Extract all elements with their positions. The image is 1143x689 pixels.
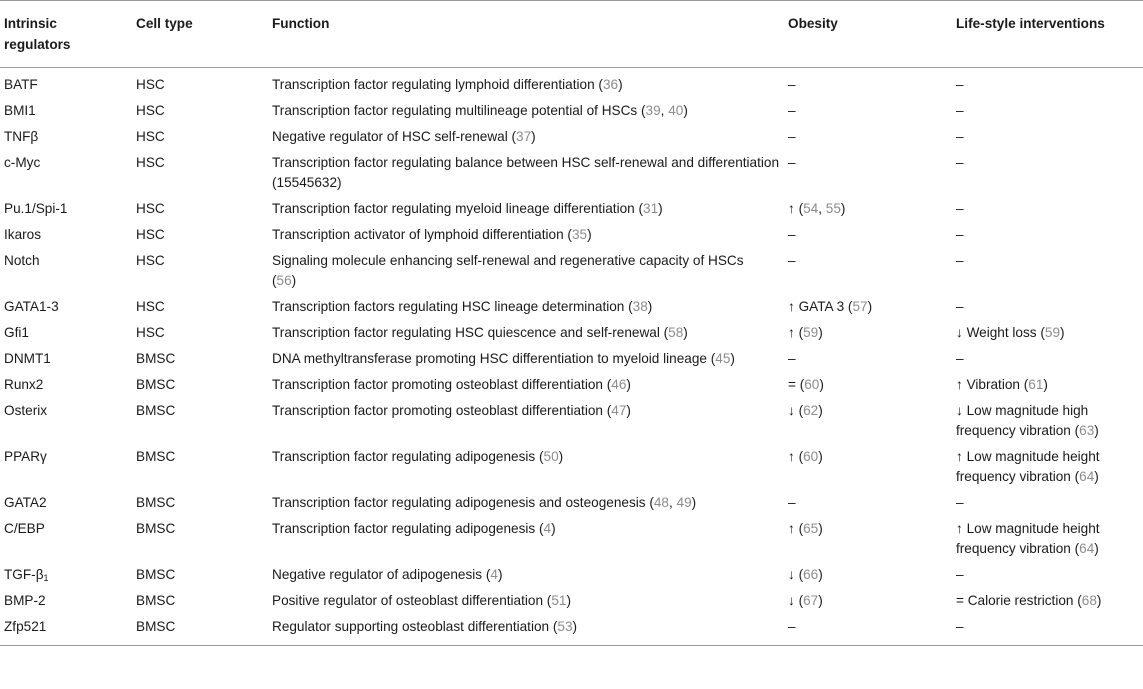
reference-link[interactable]: 4 [490, 567, 498, 582]
cell-text: ) [1094, 541, 1099, 556]
cell-text: – [788, 103, 796, 118]
regulator-name: BMP-2 [4, 593, 46, 608]
function-cell [268, 346, 784, 372]
regulator-name: C/EBP [4, 521, 45, 536]
function-cell [268, 294, 784, 320]
regulator-name: Pu.1/Spi-1 [4, 201, 68, 216]
table-row [0, 98, 1143, 124]
cell-text: ↑ ( [788, 449, 804, 464]
cell-text: ) [730, 351, 735, 366]
regulator-cell [0, 346, 132, 372]
regulator-name: BMI1 [4, 103, 36, 118]
lifestyle-cell [952, 222, 1143, 248]
cell-text: Transcription factor regulating balance between HSC self-renewal and differentiation (15545632) [272, 155, 780, 190]
lifestyle-cell [952, 248, 1143, 294]
lifestyle-cell [952, 444, 1143, 490]
cell-text: – [788, 495, 796, 510]
cell-text: Regulator supporting osteoblast differentiation ( [272, 619, 558, 634]
cell-text: ) [683, 325, 688, 340]
cell-text: – [956, 155, 964, 170]
cell-text: Transcription activator of lymphoid differentiation ( [272, 227, 572, 242]
cell-text: Transcription factor promoting osteoblast differentiation ( [272, 403, 612, 418]
reference-link[interactable]: 45 [715, 351, 731, 366]
regulator-subscript: 1 [43, 573, 49, 583]
regulator-cell [0, 196, 132, 222]
lifestyle-cell [952, 68, 1143, 99]
cell-text: ) [1094, 423, 1099, 438]
cell-type-cell: BMSC [132, 614, 268, 646]
table-body [0, 68, 1143, 646]
regulator-name: PPARγ [4, 449, 47, 464]
cell-type-cell: HSC [136, 77, 165, 92]
reference-link[interactable]: 51 [551, 593, 567, 608]
obesity-cell [784, 516, 952, 562]
cell-text: ↓ ( [788, 403, 804, 418]
obesity-cell [784, 68, 952, 99]
lifestyle-cell [952, 150, 1143, 196]
regulator-name: GATA1-3 [4, 299, 59, 314]
cell-text: ) [867, 299, 873, 314]
table-row [0, 372, 1143, 398]
function-cell [268, 398, 784, 444]
reference-link[interactable]: 47 [611, 403, 627, 418]
function-cell [268, 150, 784, 196]
lifestyle-cell [952, 614, 1143, 646]
function-cell [268, 444, 784, 490]
cell-text: ) [1043, 377, 1048, 392]
obesity-cell [784, 294, 952, 320]
regulator-cell [0, 320, 132, 346]
cell-text: Transcription factors regulating HSC lineage determination ( [272, 299, 633, 314]
reference-link[interactable]: 50 [543, 449, 559, 464]
table-header [0, 1, 1143, 68]
cell-text: ) [818, 403, 823, 418]
function-cell [268, 516, 784, 562]
reference-link[interactable]: 58 [668, 325, 684, 340]
reference-link[interactable]: 38 [632, 299, 648, 314]
cell-text: ↑ Low magnitude height frequency vibration ( [956, 521, 1100, 556]
table-row [0, 248, 1143, 294]
regulator-cell [0, 614, 132, 646]
cell-text: Transcription factor regulating myeloid lineage differentiation ( [272, 201, 644, 216]
lifestyle-cell [952, 490, 1143, 516]
regulator-name: BATF [4, 77, 38, 92]
cell-text: – [956, 201, 964, 216]
cell-text: ↑ ( [788, 325, 804, 340]
obesity-cell [784, 222, 952, 248]
cell-text: ) [1060, 325, 1065, 340]
cell-text: – [788, 155, 796, 170]
table-row [0, 320, 1143, 346]
reference-link[interactable]: 68 [1081, 593, 1097, 608]
regulator-cell [0, 562, 132, 588]
reference-link[interactable]: 63 [1079, 423, 1095, 438]
function-cell [268, 372, 784, 398]
lifestyle-cell [952, 320, 1143, 346]
function-cell [268, 248, 784, 294]
cell-text: – [956, 129, 964, 144]
cell-text: ) [683, 103, 688, 118]
table-row [0, 444, 1143, 490]
reference-link[interactable]: 57 [852, 299, 868, 314]
reference-link[interactable]: 60 [804, 377, 820, 392]
table-row [0, 124, 1143, 150]
cell-text: – [956, 567, 964, 582]
cell-text: Transcription factor regulating adipogenesis and osteogenesis ( [272, 495, 654, 510]
cell-text: – [788, 619, 796, 634]
cell-text: – [956, 619, 964, 634]
table-row [0, 150, 1143, 196]
cell-text: ) [572, 619, 578, 634]
function-cell [268, 588, 784, 614]
cell-text: ) [291, 273, 297, 288]
reference-link[interactable]: 46 [611, 377, 627, 392]
cell-text: ) [497, 567, 503, 582]
cell-text: ↓ ( [788, 567, 804, 582]
cell-text: , [660, 103, 669, 118]
cell-text: ↑ ( [788, 201, 804, 216]
cell-text: Transcription factor regulating multilineage potential of HSCs ( [272, 103, 646, 118]
reference-link[interactable]: 64 [1079, 541, 1095, 556]
cell-text: – [788, 129, 796, 144]
lifestyle-cell [952, 196, 1143, 222]
cell-text: Transcription factor regulating adipogenesis ( [272, 449, 544, 464]
lifestyle-cell [952, 124, 1143, 150]
obesity-cell [784, 124, 952, 150]
function-cell [268, 320, 784, 346]
regulator-cell [0, 222, 132, 248]
cell-text: Transcription factor regulating lymphoid differentiation ( [272, 77, 603, 92]
reference-link[interactable]: 31 [643, 201, 659, 216]
cell-text: Transcription factor regulating HSC quiescence and self-renewal ( [272, 325, 669, 340]
reference-link[interactable]: 66 [803, 567, 819, 582]
cell-text: ) [658, 201, 663, 216]
regulator-name: Runx2 [4, 377, 44, 392]
cell-type-cell: BMSC [136, 351, 176, 366]
reference-link[interactable]: 56 [276, 273, 292, 288]
regulator-name: Notch [4, 253, 40, 268]
cell-text: ) [818, 325, 823, 340]
cell-text: Transcription factor promoting osteoblast differentiation ( [272, 377, 612, 392]
cell-text: ↑ Low magnitude height frequency vibration ( [956, 449, 1100, 484]
cell-text: ↓ Low magnitude high frequency vibration ( [956, 403, 1089, 438]
cell-text: ) [551, 521, 556, 536]
regulator-cell [0, 588, 132, 614]
reference-link[interactable]: 62 [803, 403, 819, 418]
cell-text: Positive regulator of osteoblast differentiation ( [272, 593, 552, 608]
obesity-cell [784, 588, 952, 614]
table-row [0, 222, 1143, 248]
regulator-cell [0, 398, 132, 444]
lifestyle-cell [952, 588, 1143, 614]
function-cell [268, 124, 784, 150]
cell-text: ) [819, 377, 824, 392]
function-cell [268, 562, 784, 588]
regulator-name: DNMT1 [4, 351, 51, 366]
header-intrinsic-regulators: Intrinsic regulators [0, 1, 132, 68]
cell-type-cell: BMSC [136, 567, 176, 582]
reference-link[interactable]: 64 [1079, 469, 1095, 484]
regulator-name: TGF-β [4, 567, 44, 582]
cell-type-cell: HSC [136, 103, 165, 118]
reference-link[interactable]: 49 [676, 495, 692, 510]
lifestyle-cell [952, 346, 1143, 372]
function-cell [268, 68, 784, 99]
cell-text: ) [566, 593, 571, 608]
reference-link[interactable]: 59 [1044, 325, 1061, 340]
obesity-cell [784, 320, 952, 346]
cell-text: ) [818, 593, 823, 608]
header-lifestyle-interventions: Life-style interventions [952, 1, 1143, 68]
cell-text: – [788, 77, 796, 92]
cell-text: ↓ Weight loss ( [956, 325, 1045, 340]
regulator-cell [0, 68, 132, 99]
cell-text: ) [587, 227, 592, 242]
cell-type-cell: BMSC [136, 449, 176, 464]
regulator-cell [0, 98, 132, 124]
obesity-cell [784, 398, 952, 444]
regulator-cell [0, 150, 132, 196]
cell-type-cell: BMSC [136, 593, 176, 608]
cell-text: ↑ ( [788, 521, 804, 536]
cell-text: Signaling molecule enhancing self-renewal and regenerative capacity of HSCs ( [272, 253, 744, 288]
cell-type-cell: BMSC [136, 521, 176, 536]
reference-link[interactable]: 54 [803, 201, 819, 216]
cell-type-cell: BMSC [136, 377, 176, 392]
cell-text: DNA methyltransferase promoting HSC differentiation to myeloid lineage ( [272, 351, 716, 366]
table-row [0, 516, 1143, 562]
cell-text: = ( [788, 377, 805, 392]
regulator-name: Osterix [4, 403, 48, 418]
function-cell [268, 614, 784, 646]
table-row [0, 398, 1143, 444]
lifestyle-cell [952, 294, 1143, 320]
cell-text: – [956, 351, 964, 366]
obesity-cell [784, 562, 952, 588]
reference-link[interactable]: 36 [602, 77, 619, 92]
table-row [0, 346, 1143, 372]
cell-text: – [956, 495, 964, 510]
reference-link[interactable]: 37 [516, 129, 532, 144]
cell-text: ) [1096, 593, 1102, 608]
reference-link[interactable]: 40 [668, 103, 684, 118]
regulator-cell [0, 124, 132, 150]
cell-text: ) [818, 449, 823, 464]
lifestyle-cell [952, 372, 1143, 398]
reference-link[interactable]: 53 [557, 619, 573, 634]
cell-type-cell: BMSC [136, 495, 176, 510]
regulator-cell [0, 444, 132, 490]
header-function: Function [268, 1, 784, 68]
cell-text: – [956, 299, 964, 314]
reference-link[interactable]: 65 [803, 521, 819, 536]
table-row [0, 588, 1143, 614]
cell-text: ) [626, 377, 631, 392]
obesity-cell [784, 346, 952, 372]
cell-text: – [788, 227, 796, 242]
cell-type-cell: HSC [136, 201, 165, 216]
cell-text: ↑ Vibration ( [956, 377, 1029, 392]
lifestyle-cell [952, 516, 1143, 562]
cell-text: ) [558, 449, 564, 464]
cell-type-cell: HSC [136, 253, 165, 268]
function-cell [268, 196, 784, 222]
cell-text: , [818, 201, 826, 216]
cell-type-cell: HSC [136, 325, 165, 340]
regulator-cell [0, 294, 132, 320]
regulator-name: Gfi1 [4, 325, 29, 340]
regulator-name: Zfp521 [4, 619, 47, 634]
reference-link[interactable]: 61 [1028, 377, 1044, 392]
cell-text: Negative regulator of adipogenesis ( [272, 567, 491, 582]
table-row [0, 614, 1143, 646]
cell-text: ) [647, 299, 653, 314]
regulator-name: c-Myc [4, 155, 41, 170]
obesity-cell [784, 614, 952, 646]
cell-type-cell: HSC [136, 155, 165, 170]
cell-text: – [788, 253, 796, 268]
function-cell [268, 222, 784, 248]
cell-text: – [956, 227, 964, 242]
regulator-name: TNFβ [4, 129, 39, 144]
reference-link[interactable]: 55 [825, 201, 841, 216]
obesity-cell [784, 490, 952, 516]
reference-link[interactable]: 4 [543, 521, 552, 536]
reference-link[interactable]: 67 [803, 593, 819, 608]
obesity-cell [784, 196, 952, 222]
lifestyle-cell [952, 98, 1143, 124]
cell-type-cell: HSC [136, 129, 165, 144]
cell-type-cell: HSC [136, 227, 165, 242]
cell-type-cell: HSC [136, 299, 165, 314]
regulator-cell [0, 516, 132, 562]
reference-link[interactable]: 39 [645, 103, 661, 118]
cell-text: ) [691, 495, 697, 510]
function-cell [268, 98, 784, 124]
cell-text: – [788, 351, 796, 366]
table-row [0, 490, 1143, 516]
cell-text: – [956, 77, 964, 92]
regulator-name: GATA2 [4, 495, 47, 510]
cell-text: ) [531, 129, 536, 144]
obesity-cell [784, 150, 952, 196]
reference-link[interactable]: 59 [803, 325, 819, 340]
header-cell-type: Cell type [132, 1, 268, 68]
reference-link[interactable]: 35 [571, 227, 588, 242]
table-row [0, 294, 1143, 320]
function-cell [268, 490, 784, 516]
lifestyle-cell [952, 562, 1143, 588]
regulator-cell [0, 490, 132, 516]
cell-text: – [956, 103, 964, 118]
cell-text: Transcription factor regulating adipogenesis ( [272, 521, 544, 536]
obesity-cell [784, 372, 952, 398]
table-row [0, 68, 1143, 99]
regulator-cell [0, 248, 132, 294]
cell-text: – [956, 253, 964, 268]
obesity-cell [784, 444, 952, 490]
cell-text: ↓ ( [788, 593, 804, 608]
cell-text: ) [626, 403, 631, 418]
obesity-cell [784, 248, 952, 294]
cell-text: ↑ GATA 3 ( [788, 299, 853, 314]
obesity-cell [784, 98, 952, 124]
cell-text: Negative regulator of HSC self-renewal ( [272, 129, 517, 144]
cell-type-cell: BMSC [136, 403, 176, 418]
cell-text: ) [840, 201, 846, 216]
header-obesity: Obesity [784, 1, 952, 68]
reference-link[interactable]: 60 [803, 449, 819, 464]
table-row [0, 196, 1143, 222]
cell-text: ) [818, 567, 823, 582]
cell-text: ) [1094, 469, 1099, 484]
cell-text: , [668, 495, 677, 510]
lifestyle-cell [952, 398, 1143, 444]
table-row [0, 562, 1143, 588]
cell-text: ) [818, 521, 823, 536]
reference-link[interactable]: 48 [653, 495, 669, 510]
regulator-name: Ikaros [4, 227, 42, 242]
cell-text: ) [618, 77, 623, 92]
regulator-cell [0, 372, 132, 398]
cell-text: = Calorie restriction ( [956, 593, 1082, 608]
